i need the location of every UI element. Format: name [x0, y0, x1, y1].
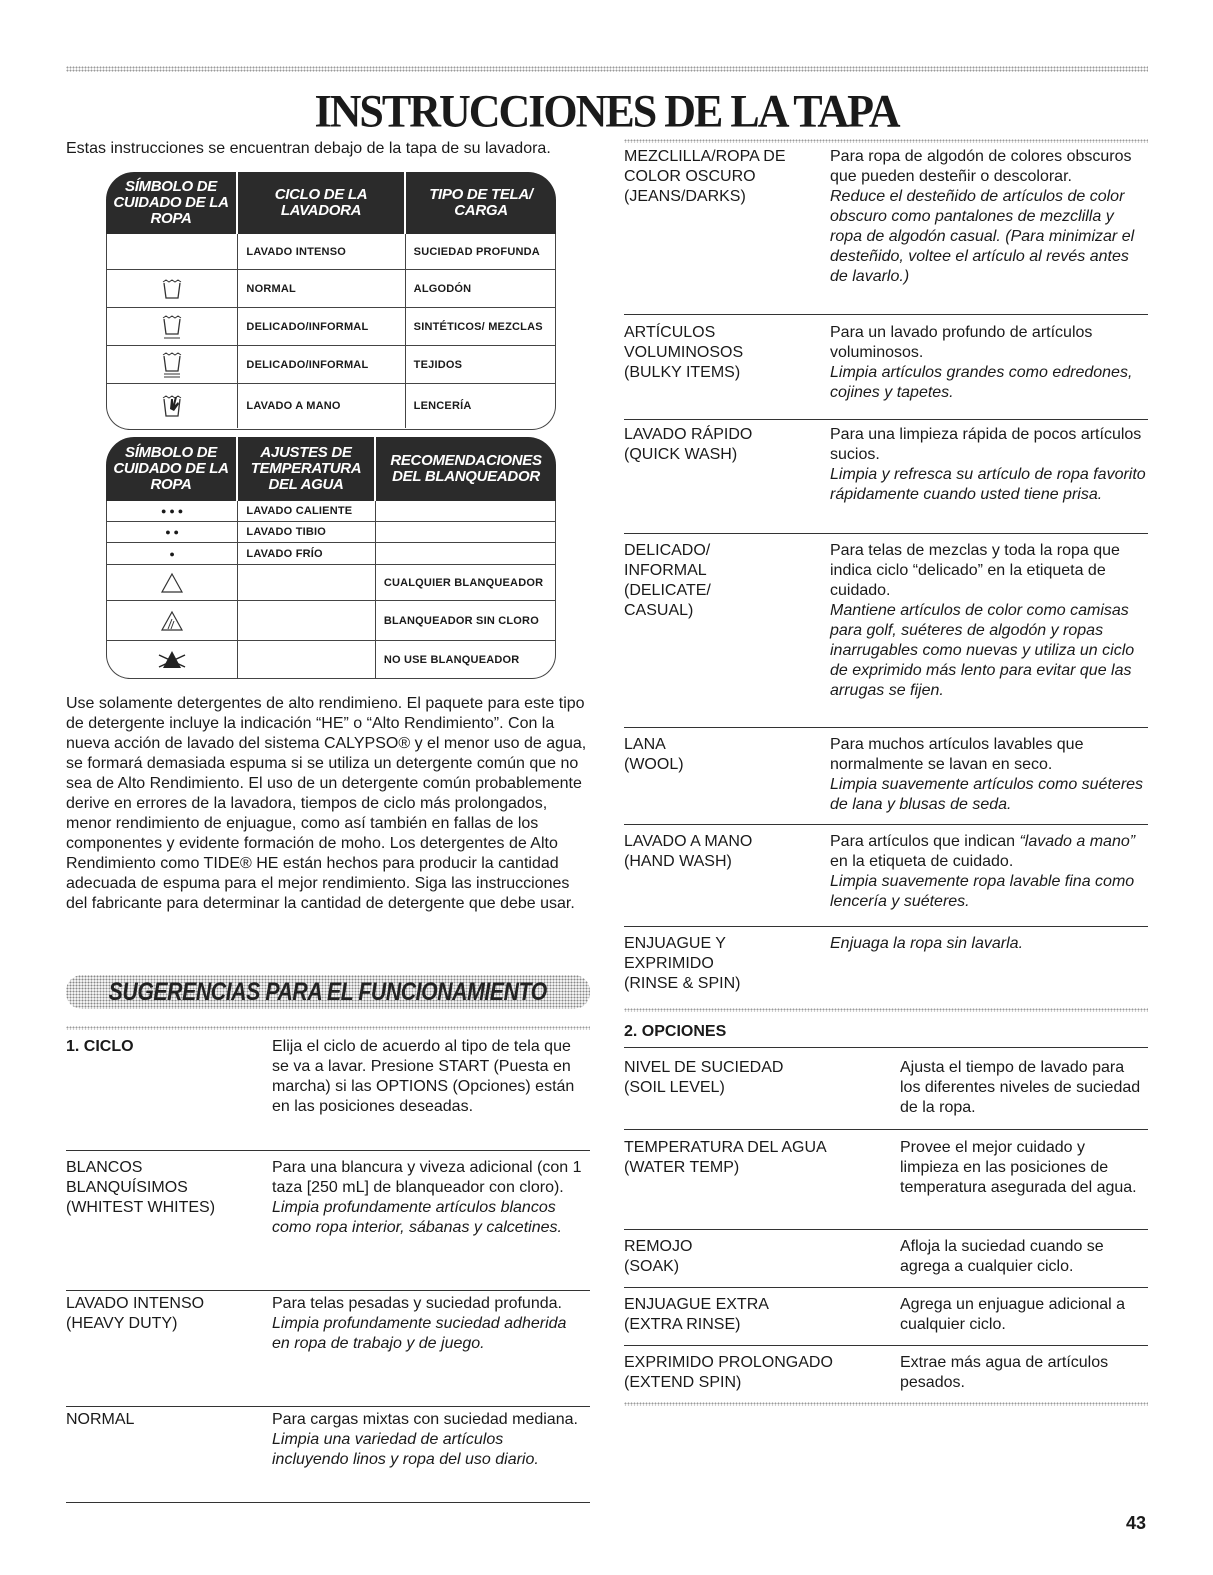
table-row	[107, 346, 555, 384]
temperature-table-header	[106, 437, 556, 501]
entry-desc: Para artículos que indican	[830, 833, 1020, 850]
option-name: NIVEL DE SUCIEDAD (SOIL LEVEL)	[624, 1059, 784, 1096]
entry-italic: Reduce el desteñido de artículos de color obscuro como pantalones de mezclilla y ropa de algodón casual. (Para minimizar el desteñido, voltee el artículo al revés antes de lavarlo.)	[830, 188, 1135, 285]
entry-desc: Para una blancura y viveza adicional (con 1 taza [250 mL] de blanqueador con cloro).	[272, 1159, 582, 1196]
detergent-paragraph: Use solamente detergentes de alto rendimieno. El paquete para este tipo de detergente incluye la indicación “HE” o “Alto Rendimiento”. Con la nueva acción de lavado del sistema CALYPSO® y el menor uso de agua, se formará demasiada espuma si se utiliza un detergente común que no sea de Alto Rendimiento. El uso de un detergente común probablemente derive en errores de la lavadora, tiempos de ciclo más prolongados, menor rendimiento de enjuague, como así también en fallas de los componentes y evidente formación de moho. Los detergentes de Alto Rendimiento como TIDE® HE están hechos para producir la cantidad adecuada de espuma para el mejor rendimiento. Siga las instrucciones del fabricante para determinar la cantidad de detergente que debe usar.	[66, 695, 587, 912]
ciclo-heading-desc: Elija el ciclo de acuerdo al tipo de tela que se va a lavar. Presione START (Puesta en marcha) si las OPTIONS (Opciones) están en las posiciones deseadas.	[272, 1038, 575, 1115]
ciclo-heading: 1. CICLO	[66, 1038, 134, 1055]
bottom-dotted-rule	[624, 1402, 1148, 1406]
list-item	[624, 1048, 1148, 1130]
entry-name: MEZCLILLA/ROPA DE COLOR OSCURO (JEANS/DARKS)	[624, 148, 786, 205]
list-item	[66, 1155, 590, 1291]
entry-desc: Para telas de mezclas y toda la ropa que indica ciclo “delicado” en la etiqueta de cuidado.	[830, 542, 1120, 599]
temp-cell: LAVADO CALIENTE	[238, 501, 375, 521]
wash-tub-two-lines-icon	[107, 346, 238, 383]
entry-desc: Para cargas mixtas con suciedad mediana.	[272, 1411, 578, 1428]
ciclo-dotted-rule	[66, 1026, 590, 1030]
bleach-cell	[376, 543, 555, 564]
temp-cell	[238, 601, 375, 640]
option-name: EXPRIMIDO PROLONGADO (EXTEND SPIN)	[624, 1354, 833, 1391]
temp-cell: LAVADO FRÍO	[238, 543, 375, 564]
option-name: ENJUAGUE EXTRA (EXTRA RINSE)	[624, 1296, 769, 1333]
table-row	[107, 501, 555, 522]
bleach-cell: CUALQUIER BLANQUEADOR	[383, 576, 544, 589]
header-bleach: RECOMENDACIONES DEL BLANQUEADOR	[390, 452, 542, 485]
entry-desc: Para una limpieza rápida de pocos artículos sucios.	[830, 426, 1142, 463]
entry-name: NORMAL	[66, 1411, 135, 1428]
table-row	[107, 384, 555, 428]
entry-name: LAVADO INTENSO (HEAVY DUTY)	[66, 1295, 205, 1332]
option-desc: Afloja la suciedad cuando se agrega a cualquier ciclo.	[900, 1238, 1104, 1275]
list-item	[624, 728, 1148, 825]
option-desc: Provee el mejor cuidado y limpieza en las posiciones de temperatura asegurada del agua.	[900, 1139, 1137, 1196]
table-row	[107, 565, 555, 601]
intro-text: Estas instrucciones se encuentran debajo de la tapa de su lavadora.	[66, 140, 551, 157]
table-row	[107, 641, 555, 679]
bleach-cell	[376, 522, 555, 542]
entry-italic: Limpia suavemente ropa lavable fina como lencería y suéteres.	[830, 873, 1135, 910]
triangle-icon	[107, 565, 238, 600]
entry-italic: Limpia artículos grandes como edredones, cojines y tapetes.	[830, 364, 1133, 401]
fabric-cell: LENCERÍA	[413, 400, 472, 412]
entry-italic: Limpia profundamente artículos blancos como ropa interior, sábanas y calcetines.	[272, 1199, 562, 1236]
wash-tub-icon	[107, 270, 238, 307]
list-item	[624, 927, 1148, 1003]
list-item	[624, 147, 1148, 315]
option-desc: Agrega un enjuague adicional a cualquier ciclo.	[900, 1296, 1126, 1333]
list-item	[66, 1291, 590, 1407]
fabric-cell: SINTÉTICOS/ MEZCLAS	[413, 320, 543, 333]
tips-banner-text: SUGERENCIAS PARA EL FUNCIONAMIENTO	[108, 977, 548, 1006]
table-row	[107, 522, 555, 543]
entry-italic: Limpia suavemente artículos como suéteres de lana y blusas de seda.	[830, 776, 1144, 813]
striped-triangle-icon	[107, 601, 238, 640]
entry-italic: Limpia una variedad de artículos incluyendo linos y ropa del uso diario.	[272, 1431, 539, 1468]
header-fabric-type: TIPO DE TELA/ CARGA	[429, 186, 533, 219]
wash-tub-one-line-icon	[107, 308, 238, 345]
list-item	[624, 420, 1148, 534]
entry-desc: Para un lavado profundo de artículos voluminosos.	[830, 324, 1093, 361]
right-dotted-rule	[624, 139, 1148, 143]
list-item	[624, 315, 1148, 420]
cycle-cell: NORMAL	[238, 270, 405, 307]
bleach-cell: NO USE BLANQUEADOR	[383, 654, 520, 666]
entry-name: ENJUAGUE Y EXPRIMIDO (RINSE & SPIN)	[624, 935, 741, 992]
list-item	[624, 1288, 1148, 1346]
ciclo-heading-entry	[66, 1037, 590, 1151]
temp-cell	[238, 565, 375, 600]
table-row	[107, 270, 555, 308]
header-care-symbol: SÍMBOLO DE CUIDADO DE LA ROPA	[106, 437, 238, 501]
entry-desc: Para muchos artículos lavables que normalmente se lavan en seco.	[830, 736, 1084, 773]
entry-name: DELICADO/ INFORMAL (DELICATE/ CASUAL)	[624, 542, 711, 619]
bleach-cell	[376, 501, 555, 521]
opciones-heading-entry	[624, 1016, 1148, 1048]
page-number: 43	[1125, 1513, 1146, 1533]
option-desc: Ajusta el tiempo de lavado para los diferentes niveles de suciedad de la ropa.	[900, 1059, 1141, 1116]
table-row	[107, 601, 555, 641]
fabric-cell: ALGODÓN	[413, 282, 472, 295]
empty-symbol-cell	[107, 234, 238, 269]
temp-cell: LAVADO TIBIO	[238, 522, 375, 542]
list-item	[624, 1346, 1148, 1404]
list-item	[624, 1130, 1148, 1230]
three-dots-icon: ● ● ●	[107, 501, 238, 521]
cycle-cell: DELICADO/INFORMAL	[238, 346, 405, 383]
cycle-cell: DELICADO/INFORMAL	[238, 308, 405, 345]
page-title: INSTRUCCIONES DE LA TAPA	[314, 85, 899, 138]
bleach-cell: BLANQUEADOR SIN CLORO	[383, 614, 539, 627]
entry-name: LANA (WOOL)	[624, 736, 684, 773]
fabric-cell: SUCIEDAD PROFUNDA	[413, 245, 540, 258]
temp-cell	[238, 641, 375, 679]
header-water-temp: AJUSTES DE TEMPERATURA DEL AGUA	[238, 437, 376, 501]
opciones-heading: 2. OPCIONES	[624, 1023, 727, 1040]
temperature-table	[106, 501, 556, 679]
list-item	[624, 534, 1148, 728]
entry-italic: Enjuaga la ropa sin lavarla.	[830, 935, 1024, 952]
entry-desc: en la etiqueta de cuidado.	[830, 853, 1014, 870]
list-item	[624, 1230, 1148, 1288]
hand-wash-icon	[107, 384, 238, 428]
cycle-cell: LAVADO INTENSO	[238, 234, 405, 269]
entry-italic: Limpia y refresca su artículo de ropa favorito rápidamente cuando usted tiene prisa.	[830, 466, 1146, 503]
table-row	[107, 308, 555, 346]
entry-name: LAVADO A MANO (HAND WASH)	[624, 833, 753, 870]
entry-desc: Para ropa de algodón de colores obscuros que pueden desteñir o descolorar.	[830, 148, 1132, 185]
cycle-cell: LAVADO A MANO	[238, 384, 405, 428]
table-row	[107, 234, 555, 270]
table-row	[107, 543, 555, 565]
entry-desc: Para telas pesadas y suciedad profunda.	[272, 1295, 562, 1312]
fabric-cell: TEJIDOS	[413, 358, 463, 371]
option-desc: Extrae más agua de artículos pesados.	[900, 1354, 1109, 1391]
option-name: REMOJO (SOAK)	[624, 1238, 693, 1275]
option-name: TEMPERATURA DEL AGUA (WATER TEMP)	[624, 1139, 827, 1176]
header-washer-cycle: CICLO DE LA LAVADORA	[238, 172, 406, 234]
two-dots-icon: ● ●	[107, 522, 238, 542]
left-column	[66, 139, 590, 1468]
entry-name: BLANCOS BLANQUÍSIMOS (WHITEST WHITES)	[66, 1159, 216, 1216]
entry-italic: Limpia profundamente suciedad adherida en ropa de trabajo y de juego.	[272, 1315, 567, 1352]
entry-italic: Mantiene artículos de color como camisas para golf, suéteres de algodón y ropas inarrugables como nuevas y utiliza un ciclo de exprimido más lento para evitar que las arrugas se fijen.	[830, 602, 1135, 699]
entry-desc-italic: “lavado a mano”	[1019, 833, 1136, 850]
tips-banner	[66, 975, 590, 1009]
cycle-table	[106, 234, 556, 430]
opciones-dotted-rule	[624, 1008, 1148, 1012]
crossed-triangle-icon	[107, 641, 238, 679]
list-item	[66, 1407, 590, 1503]
list-item	[624, 825, 1148, 927]
header-care-symbol: SÍMBOLO DE CUIDADO DE LA ROPA	[106, 172, 238, 234]
entry-name: ARTÍCULOS VOLUMINOSOS (BULKY ITEMS)	[624, 324, 744, 381]
entry-name: LAVADO RÁPIDO (QUICK WASH)	[624, 426, 753, 463]
cycle-table-header	[106, 172, 556, 234]
one-dot-icon: ●	[107, 543, 238, 564]
top-dotted-rule	[66, 66, 1148, 72]
